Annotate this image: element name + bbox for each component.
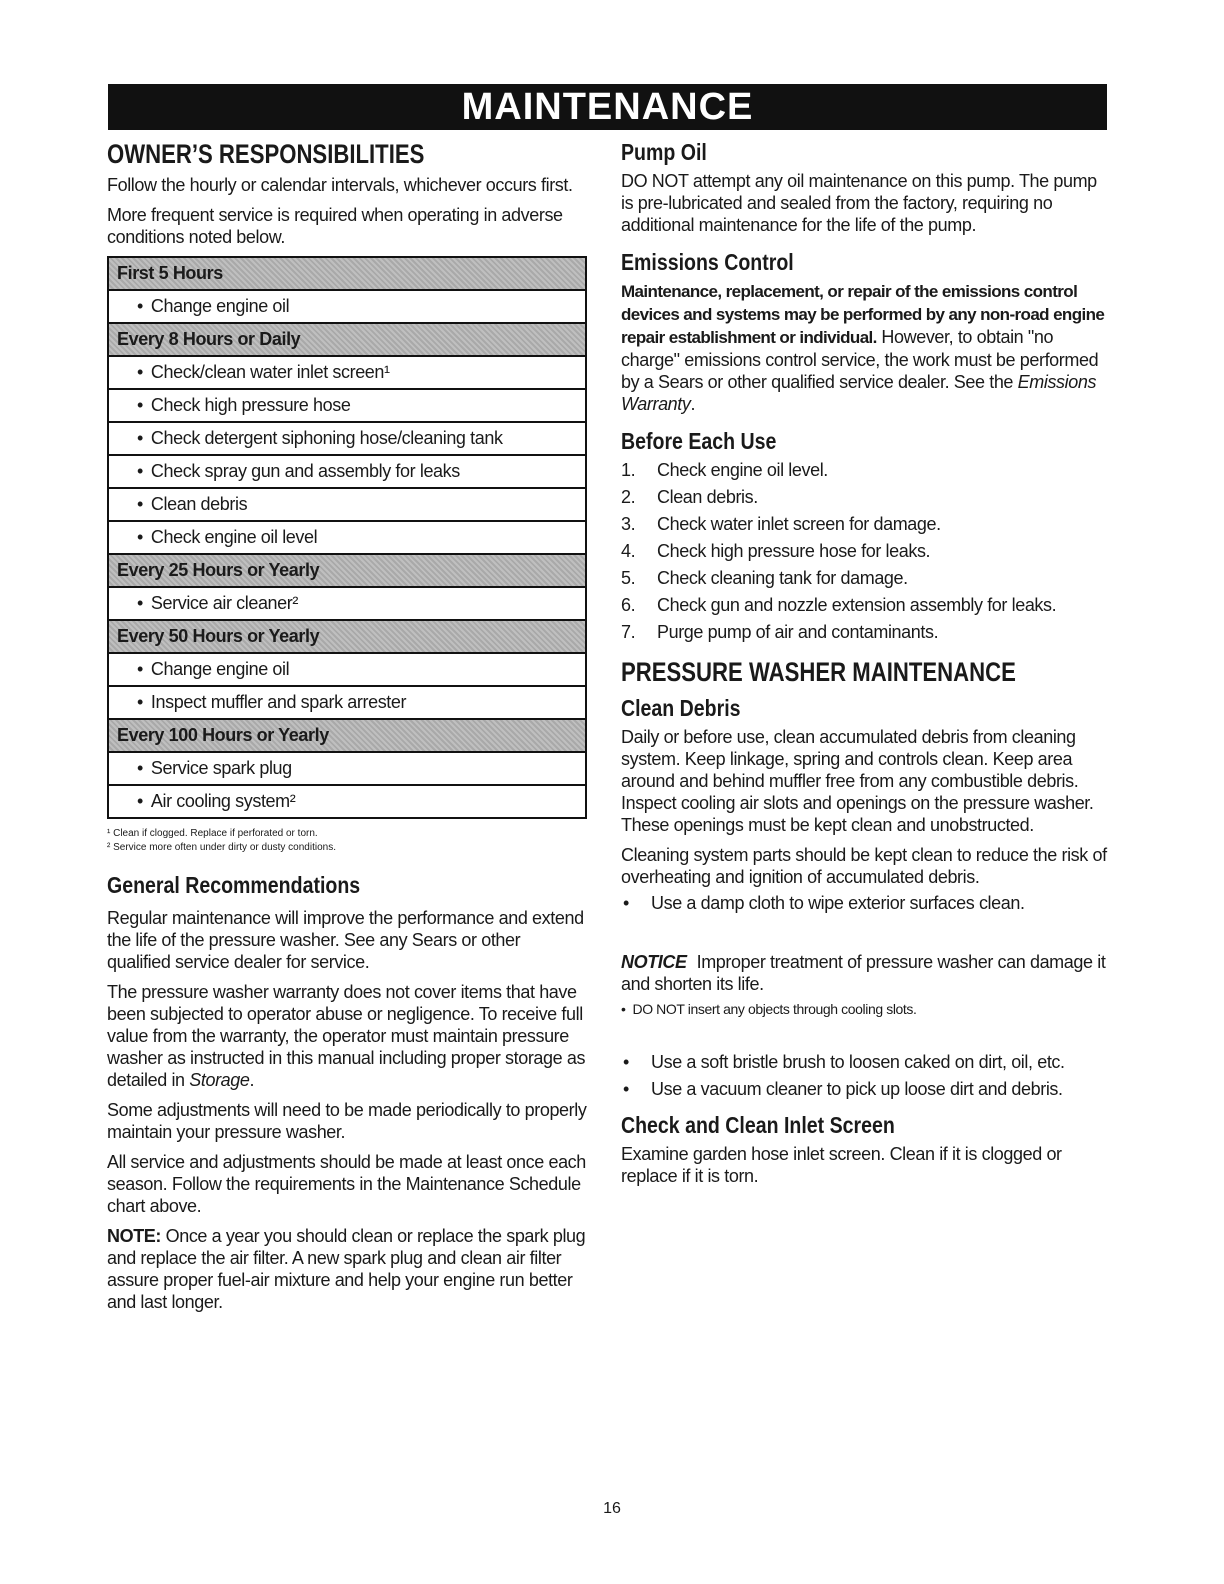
schedule-interval-row bbox=[108, 323, 586, 356]
step-number: 4. bbox=[621, 541, 636, 561]
schedule-task-text: Service air cleaner² bbox=[150, 593, 298, 613]
left-column bbox=[107, 138, 587, 1321]
clean-debris-title: Clean Debris bbox=[621, 695, 741, 721]
footnote-1: ¹ Clean if clogged. Replace if perforated or torn. bbox=[107, 828, 318, 839]
step-number: 1. bbox=[621, 460, 636, 480]
step-text: Check high pressure hose for leaks. bbox=[657, 541, 931, 561]
step-item bbox=[621, 619, 1111, 646]
clean-bullet-vacuum: • Use a vacuum cleaner to pick up loose dirt and debris. bbox=[621, 1076, 1111, 1103]
notice-label: NOTICE bbox=[621, 952, 687, 972]
schedule-task-row bbox=[108, 521, 586, 554]
schedule-task-row bbox=[108, 455, 586, 488]
schedule-task-row bbox=[108, 422, 586, 455]
schedule-task-cell bbox=[108, 785, 586, 818]
inlet-screen-title: Check and Clean Inlet Screen bbox=[621, 1112, 895, 1138]
emissions-warranty-reference: Emissions Warranty bbox=[621, 372, 1097, 414]
clean-debris-bullets-2 bbox=[621, 1049, 1111, 1103]
clean-bullet-brush: • Use a soft bristle brush to loosen caked on dirt, oil, etc. bbox=[621, 1049, 1111, 1076]
schedule-task-row bbox=[108, 389, 586, 422]
schedule-task-cell bbox=[108, 389, 586, 422]
footnote-2: ² Service more often under dirty or dusty conditions. bbox=[107, 842, 336, 853]
general-paragraph-1: Regular maintenance will improve the performance and extend the life of the pressure washer. See any Sears or other qualified service dealer for service. bbox=[107, 908, 584, 972]
general-recommendations-title: General Recommendations bbox=[107, 872, 361, 898]
step-number: 6. bbox=[621, 595, 636, 615]
maintenance-schedule-table bbox=[107, 256, 587, 819]
schedule-interval-row bbox=[108, 554, 586, 587]
step-item bbox=[621, 511, 1111, 538]
schedule-task-text: Check detergent siphoning hose/cleaning tank bbox=[150, 428, 503, 448]
step-item bbox=[621, 484, 1111, 511]
schedule-interval-row bbox=[108, 620, 586, 653]
clean-debris-paragraph-1: Daily or before use, clean accumulated debris from cleaning system. Keep linkage, spring and controls clean. Keep area around and behind muffler free from any combustible debris. Inspect cooling air slots and openings on the pressure washer. These openings must be kept clean and unobstructed. bbox=[621, 727, 1094, 835]
general-paragraph-2 bbox=[107, 981, 587, 1091]
pump-oil-title: Pump Oil bbox=[621, 139, 707, 165]
general-paragraph-3: Some adjustments will need to be made periodically to properly maintain your pressure washer. bbox=[107, 1100, 587, 1142]
schedule-task-row bbox=[108, 488, 586, 521]
clean-debris-bullets-1 bbox=[621, 890, 1111, 917]
bullet-icon bbox=[137, 758, 151, 778]
general-paragraph-2-end: . bbox=[249, 1070, 255, 1090]
note-label: NOTE: bbox=[107, 1226, 161, 1246]
pressure-washer-maintenance-title: PRESSURE WASHER MAINTENANCE bbox=[621, 657, 1016, 687]
schedule-interval-header: Every 8 Hours or Daily bbox=[108, 323, 586, 356]
bullet-icon bbox=[137, 461, 151, 481]
schedule-task-text: Change engine oil bbox=[150, 296, 290, 316]
owners-responsibilities-title: OWNER’S RESPONSIBILITIES bbox=[107, 139, 425, 169]
step-number: 5. bbox=[621, 568, 636, 588]
step-number: 2. bbox=[621, 487, 636, 507]
schedule-task-cell bbox=[108, 422, 586, 455]
schedule-task-row bbox=[108, 587, 586, 620]
schedule-task-text: Check engine oil level bbox=[150, 527, 318, 547]
step-text: Check water inlet screen for damage. bbox=[657, 514, 941, 534]
schedule-task-row bbox=[108, 653, 586, 686]
schedule-interval-header: Every 50 Hours or Yearly bbox=[108, 620, 586, 653]
pump-oil-text: DO NOT attempt any oil maintenance on this pump. The pump is pre-lubricated and sealed from the factory, requiring no additional maintenance for the life of the pump. bbox=[621, 171, 1097, 235]
schedule-task-cell bbox=[108, 752, 586, 785]
emissions-text: However, to obtain "no charge" emissions control service, the work must be performed by a Sears or other qualified service dealer. See the bbox=[621, 327, 1099, 392]
step-item bbox=[621, 592, 1111, 619]
clean-bullet-damp-cloth: • Use a damp cloth to wipe exterior surfaces clean. bbox=[621, 890, 1111, 917]
schedule-task-row bbox=[108, 785, 586, 818]
schedule-task-cell bbox=[108, 356, 586, 389]
intro-paragraph-2: More frequent service is required when operating in adverse conditions noted below. bbox=[107, 205, 563, 247]
schedule-task-text: Check high pressure hose bbox=[150, 395, 351, 415]
emissions-end: . bbox=[690, 394, 696, 414]
step-text: Purge pump of air and contaminants. bbox=[657, 622, 939, 642]
notice-text: Improper treatment of pressure washer can damage it and shorten its life. bbox=[621, 952, 1106, 994]
note-text: Once a year you should clean or replace the spark plug and replace the air filter. A new spark plug and clean air filter assure proper fuel-air mixture and help your engine run better and last longer. bbox=[107, 1226, 586, 1312]
right-column bbox=[621, 138, 1111, 1195]
schedule-task-text: Change engine oil bbox=[150, 659, 290, 679]
bullet-icon bbox=[137, 593, 151, 613]
schedule-task-cell bbox=[108, 290, 586, 323]
bullet-icon bbox=[137, 395, 151, 415]
bullet-icon bbox=[137, 659, 151, 679]
storage-reference: Storage bbox=[189, 1070, 250, 1090]
schedule-task-text: Inspect muffler and spark arrester bbox=[150, 692, 407, 712]
schedule-task-row bbox=[108, 686, 586, 719]
schedule-interval-row bbox=[108, 719, 586, 752]
before-each-use-list bbox=[621, 457, 1111, 646]
step-text: Clean debris. bbox=[657, 487, 758, 507]
bullet-icon bbox=[137, 527, 151, 547]
bullet-icon bbox=[137, 362, 151, 382]
emissions-paragraph bbox=[621, 280, 1111, 415]
bullet-icon bbox=[137, 296, 151, 316]
step-item bbox=[621, 538, 1111, 565]
step-number: 3. bbox=[621, 514, 636, 534]
schedule-task-text: Air cooling system² bbox=[150, 791, 296, 811]
page-number: 16 bbox=[603, 1500, 621, 1517]
schedule-task-text: Check spray gun and assembly for leaks bbox=[150, 461, 460, 481]
step-item bbox=[621, 457, 1111, 484]
schedule-interval-row bbox=[108, 257, 586, 290]
schedule-task-cell bbox=[108, 587, 586, 620]
before-each-use-title: Before Each Use bbox=[621, 428, 777, 454]
schedule-task-cell bbox=[108, 653, 586, 686]
schedule-task-cell bbox=[108, 488, 586, 521]
note-paragraph bbox=[107, 1225, 587, 1313]
emissions-control-title: Emissions Control bbox=[621, 249, 794, 275]
general-paragraph-4: All service and adjustments should be made at least once each season. Follow the requirements in the Maintenance Schedule chart above. bbox=[107, 1152, 586, 1216]
step-text: Check gun and nozzle extension assembly for leaks. bbox=[657, 595, 1057, 615]
emissions-bold-text: Maintenance, replacement, or repair of the emissions control devices and systems may be performed by any non-road engine repair establishment or individual. bbox=[621, 282, 1105, 347]
schedule-interval-header: Every 100 Hours or Yearly bbox=[108, 719, 586, 752]
schedule-task-cell bbox=[108, 521, 586, 554]
page-banner: MAINTENANCE bbox=[108, 84, 1107, 130]
notice-bullet-dot: • bbox=[621, 1001, 633, 1017]
schedule-task-row bbox=[108, 356, 586, 389]
step-text: Check cleaning tank for damage. bbox=[657, 568, 908, 588]
notice-paragraph bbox=[621, 951, 1111, 995]
schedule-task-cell bbox=[108, 455, 586, 488]
bullet-icon bbox=[137, 692, 151, 712]
step-text: Check engine oil level. bbox=[657, 460, 828, 480]
bullet-icon bbox=[137, 791, 151, 811]
step-number: 7. bbox=[621, 622, 636, 642]
notice-bullet bbox=[621, 999, 1111, 1019]
clean-debris-paragraph-2: Cleaning system parts should be kept clean to reduce the risk of overheating and ignition of accumulated debris. bbox=[621, 845, 1107, 887]
schedule-interval-header: First 5 Hours bbox=[108, 257, 586, 290]
general-paragraph-2-text: The pressure washer warranty does not cover items that have been subjected to operator abuse or negligence. To receive full value from the warranty, the operator must maintain pressure washer as instructed in this manual including proper storage as detailed in bbox=[107, 982, 586, 1090]
schedule-interval-header: Every 25 Hours or Yearly bbox=[108, 554, 586, 587]
schedule-task-text: Clean debris bbox=[150, 494, 248, 514]
intro-paragraph-1: Follow the hourly or calendar intervals, whichever occurs first. bbox=[107, 175, 573, 195]
schedule-task-text: Check/clean water inlet screen¹ bbox=[150, 362, 390, 382]
inlet-screen-text: Examine garden hose inlet screen. Clean if it is clogged or replace if it is torn. bbox=[621, 1144, 1062, 1186]
bullet-icon bbox=[137, 428, 151, 448]
schedule-task-cell bbox=[108, 686, 586, 719]
notice-bullet-text: DO NOT insert any objects through cooling slots. bbox=[632, 1001, 917, 1017]
schedule-task-row bbox=[108, 752, 586, 785]
schedule-task-text: Service spark plug bbox=[150, 758, 292, 778]
schedule-task-row bbox=[108, 290, 586, 323]
step-item bbox=[621, 565, 1111, 592]
bullet-icon bbox=[137, 494, 151, 514]
